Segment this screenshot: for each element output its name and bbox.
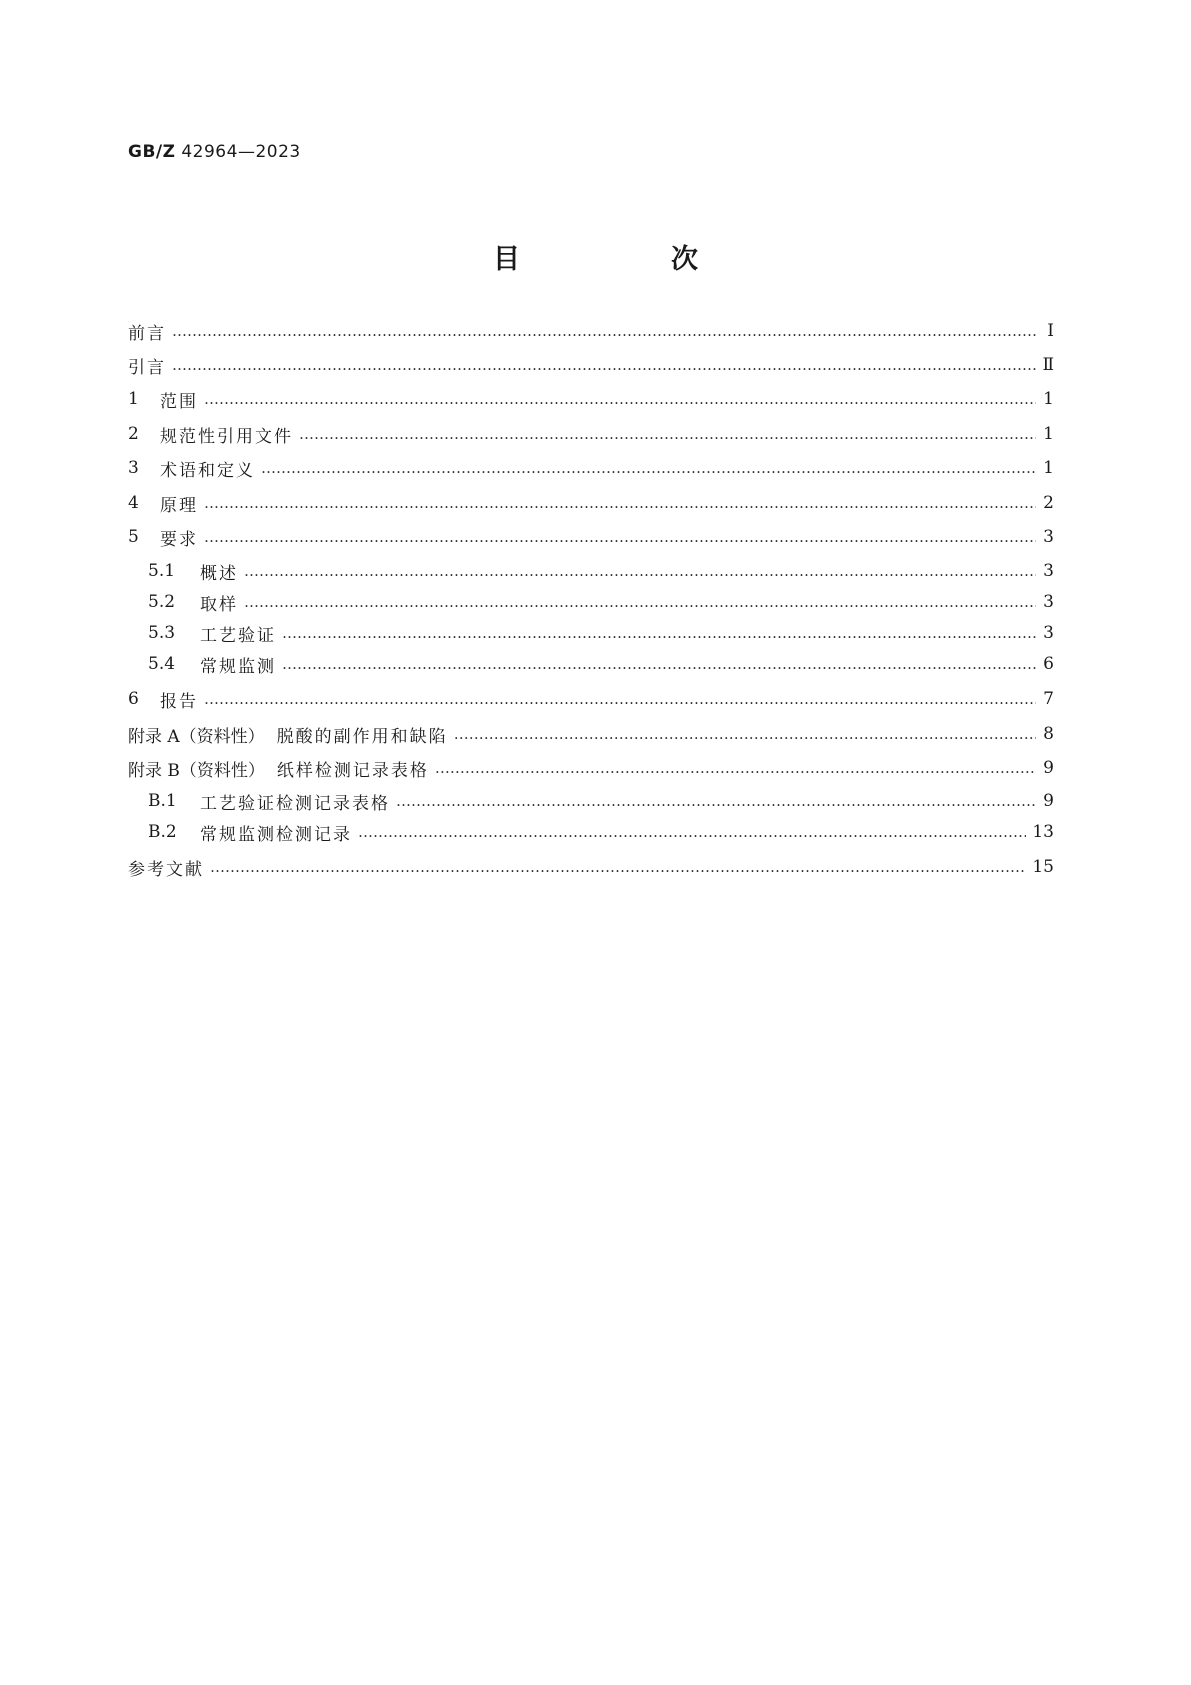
toc-entry-number: 附录 A（资料性） bbox=[128, 726, 265, 747]
toc-entry-page: 3 bbox=[1043, 527, 1054, 547]
toc-entry-number: B.2 bbox=[148, 822, 177, 842]
toc-entry-title: 术语和定义 bbox=[160, 460, 255, 481]
toc-entry-page: 9 bbox=[1043, 791, 1054, 811]
toc-leader bbox=[244, 562, 1036, 580]
toc-leader bbox=[261, 459, 1036, 477]
toc-entry-b-1[interactable] bbox=[148, 788, 1054, 814]
toc-entry-5[interactable] bbox=[128, 524, 1054, 550]
toc-entry-annex-a[interactable] bbox=[128, 721, 1054, 747]
standard-prefix: GB/Z bbox=[128, 142, 176, 162]
toc-entry-title: 引言 bbox=[128, 357, 166, 378]
toc-leader bbox=[172, 322, 1036, 340]
toc-entry-page: 1 bbox=[1043, 389, 1054, 409]
page-title: 目 次 bbox=[493, 244, 760, 275]
toc-entry-number: 5.3 bbox=[148, 623, 176, 643]
toc-entry-annex-b[interactable] bbox=[128, 755, 1054, 781]
toc-entry-title: 规范性引用文件 bbox=[160, 426, 293, 447]
toc-entry-number: 5.1 bbox=[148, 561, 176, 581]
toc-entry-page: Ⅱ bbox=[1042, 355, 1054, 375]
toc-entry-title: 工艺验证 bbox=[200, 625, 276, 646]
toc-entry-page: 3 bbox=[1043, 592, 1054, 612]
toc-entry-bibliography[interactable] bbox=[128, 854, 1054, 880]
toc-entry-page: 8 bbox=[1043, 724, 1054, 744]
toc-entry-title: 范围 bbox=[160, 391, 198, 412]
toc-entry-title: 原理 bbox=[160, 495, 198, 516]
toc-leader bbox=[299, 425, 1036, 443]
toc-entry-page: 1 bbox=[1043, 458, 1054, 478]
toc-leader bbox=[396, 792, 1036, 810]
toc-leader bbox=[204, 390, 1036, 408]
toc-entry-5-4[interactable] bbox=[148, 651, 1054, 677]
toc-leader bbox=[172, 356, 1036, 374]
toc-leader bbox=[204, 690, 1036, 708]
toc-leader bbox=[282, 624, 1036, 642]
toc-entry-page: 3 bbox=[1043, 623, 1054, 643]
toc-entry-page: 13 bbox=[1032, 822, 1054, 842]
toc-leader bbox=[435, 759, 1036, 777]
toc-entry-title: 参考文献 bbox=[128, 859, 204, 880]
toc-entry-4[interactable] bbox=[128, 490, 1054, 516]
toc-entry-page: 6 bbox=[1043, 654, 1054, 674]
toc-leader bbox=[244, 593, 1036, 611]
toc-entry-number: 5.4 bbox=[148, 654, 176, 674]
toc-entry-page: 9 bbox=[1043, 758, 1054, 778]
toc-leader bbox=[358, 823, 1026, 841]
toc-entry-5-1[interactable] bbox=[148, 558, 1054, 584]
table-of-contents bbox=[128, 0, 1054, 1685]
toc-entry-2[interactable] bbox=[128, 421, 1054, 447]
toc-entry-page: Ⅰ bbox=[1047, 321, 1054, 341]
toc-entry-title: 常规监测 bbox=[200, 656, 276, 677]
toc-entry-page: 2 bbox=[1043, 493, 1054, 513]
toc-leader bbox=[282, 655, 1036, 673]
toc-entry-title: 取样 bbox=[200, 594, 238, 615]
toc-entry-page: 15 bbox=[1032, 857, 1054, 877]
toc-leader bbox=[204, 528, 1036, 546]
toc-entry-page: 1 bbox=[1043, 424, 1054, 444]
toc-entry-number: 1 bbox=[128, 389, 139, 409]
toc-entry-3[interactable] bbox=[128, 455, 1054, 481]
toc-entry-1[interactable] bbox=[128, 386, 1054, 412]
toc-entry-b-2[interactable] bbox=[148, 819, 1054, 845]
toc-entry-number: 2 bbox=[128, 424, 139, 444]
toc-entry-number: 5 bbox=[128, 527, 139, 547]
toc-entry-foreword[interactable] bbox=[128, 318, 1054, 344]
toc-entry-number: 3 bbox=[128, 458, 139, 478]
toc-entry-introduction[interactable] bbox=[128, 352, 1054, 378]
toc-entry-5-2[interactable] bbox=[148, 589, 1054, 615]
toc-entry-title: 脱酸的副作用和缺陷 bbox=[276, 726, 448, 747]
toc-leader bbox=[204, 494, 1036, 512]
toc-entry-title: 要求 bbox=[160, 529, 198, 550]
toc-entry-5-3[interactable] bbox=[148, 620, 1054, 646]
toc-entry-title: 报告 bbox=[160, 691, 198, 712]
toc-entry-page: 7 bbox=[1043, 689, 1054, 709]
toc-entry-title: 前言 bbox=[128, 323, 166, 344]
toc-entry-number: 5.2 bbox=[148, 592, 176, 612]
toc-entry-number: B.1 bbox=[148, 791, 177, 811]
toc-entry-number: 附录 B（资料性） bbox=[128, 760, 265, 781]
toc-entry-number: 6 bbox=[128, 689, 139, 709]
toc-entry-title: 常规监测检测记录 bbox=[200, 824, 352, 845]
toc-leader bbox=[454, 725, 1036, 743]
standard-number: 42964—2023 bbox=[181, 142, 301, 162]
toc-leader bbox=[210, 858, 1026, 876]
toc-entry-page: 3 bbox=[1043, 561, 1054, 581]
toc-entry-title: 工艺验证检测记录表格 bbox=[200, 793, 390, 814]
toc-entry-title: 概述 bbox=[200, 563, 238, 584]
toc-entry-6[interactable] bbox=[128, 686, 1054, 712]
toc-entry-title: 纸样检测记录表格 bbox=[276, 760, 429, 781]
toc-entry-number: 4 bbox=[128, 493, 139, 513]
